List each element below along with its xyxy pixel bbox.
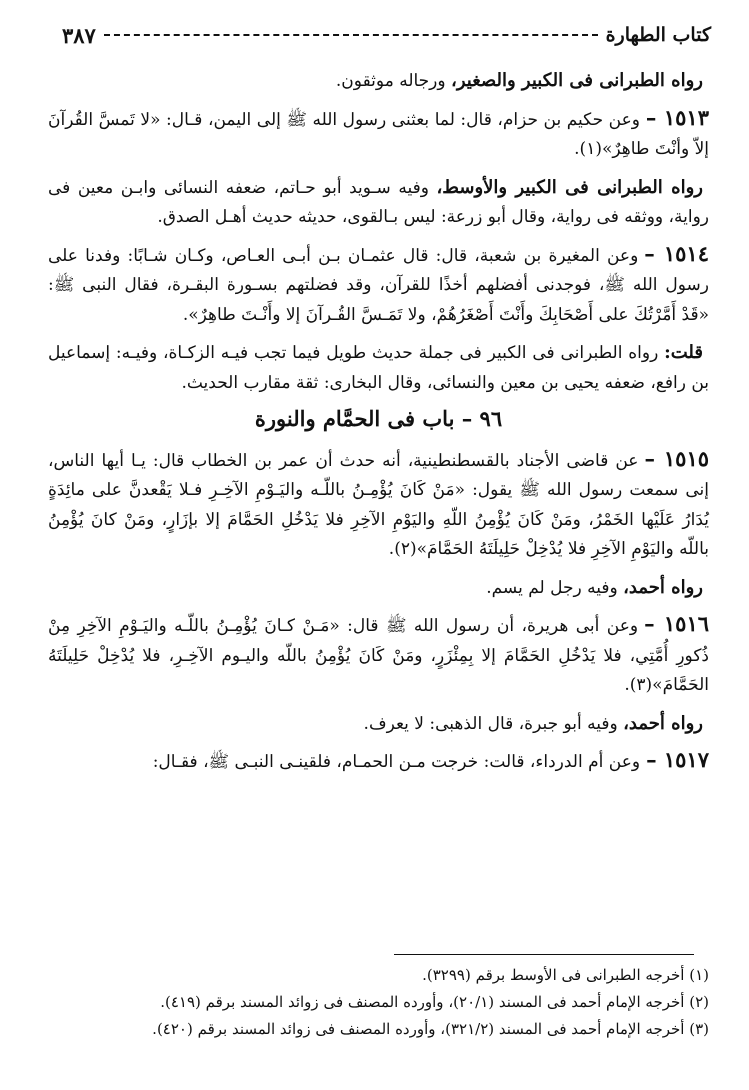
- paragraph: [48, 239, 709, 331]
- footnote-divider: [394, 954, 694, 955]
- paragraph-text: عن قاضى الأجناد بالقسطنطينية، أنه حدث أن عمر بن الخطاب قال: يـا أيها الناس، إنى سمعت رسول الله ﷺ يقول: «مَنْ كَانَ يُؤْمِـنُ باللّـه واليَـوْمِ الآخِـرِ فـلا يَقْعدنَّ على مائِدَةٍ يُدَارُ عَلَيْها الخَمْرُ، ومَنْ كَانَ يُؤْمِنُ اللّهِ واليَوْمِ الآخِرِ فلا يَدْخُلِ الحَمَّامَ إلا بإزَارٍ، ومَنْ كانَ يُؤْمِنُ باللّه واليَوْمِ الآخِرِ فلا يُدْخِلْ حَلِيلَتَهُ الحَمَّامَ»(٢).: [48, 450, 709, 559]
- paragraph-lead: رواه الطبرانى فى الكبير والصغير،: [451, 70, 703, 91]
- paragraph: [48, 609, 709, 701]
- paragraph: [48, 336, 709, 398]
- paragraph: [48, 103, 709, 165]
- hadith-number: ١٥١٦ –: [644, 611, 710, 636]
- hadith-number: ١٥١٥ –: [644, 445, 710, 471]
- paragraph-lead: رواه أحمد،: [623, 576, 703, 598]
- paragraph-text: وعن أبى هريرة، أن رسول الله ﷺ قال: «مَـنْ كـانَ يُؤْمِـنُ باللّـه واليَـوْمِ الآخِرِ مِنْ ذُكورِ أُمَّتِي، فلا يَدْخُلِ الحَمَّامَ إلا بِمِئْزَرٍ، ومَنْ كَانَ يُؤْمِنُ باللّه واليـوم الآخِـرِ، فلا يُدْخِلْ حَلِيلَتَهُ الحَمَّامَ»(٣).: [48, 616, 709, 695]
- paragraph-text: وعن أم الدرداء، قالت: خرجت مـن الحمـام، فلقينـى النبـى ﷺ، فقـال:: [152, 752, 641, 772]
- hadith-number: ١٥١٣ –: [645, 104, 709, 130]
- paragraph-text: وعن حكيم بن حزام، قال: لما بعثنى رسول الله ﷺ إلى اليمن، قـال: «لا تَمسَّ القُرآنَ إلاّ وأنْتَ طاهِرٌ»(١).: [48, 109, 709, 159]
- chapter-heading: ٩٦ – باب فى الحمَّام والنورة: [254, 406, 503, 431]
- paragraph-text: ورجاله موثقون.: [335, 71, 452, 91]
- page-number: ٣٨٧: [62, 22, 96, 48]
- hadith-number: ١٥١٧ –: [646, 747, 709, 772]
- book-title: كتاب الطهارة: [605, 24, 711, 46]
- header-divider: [104, 34, 598, 36]
- footnote: (٢) أخرجه الإمام أحمد فى المسند (٢٠/١)، وأورده المصنف فى زوائد المسند برقم (٤١٩).: [160, 993, 709, 1011]
- paragraph-text: وفيه رجل لم يسم.: [486, 577, 624, 598]
- paragraph: [48, 707, 709, 740]
- paragraph: [48, 444, 709, 565]
- page-body: [48, 64, 709, 784]
- paragraph: [48, 745, 709, 778]
- paragraph: [48, 171, 709, 233]
- footnote: (١) أخرجه الطبرانى فى الأوسط برقم (٣٢٩٩).: [422, 966, 709, 984]
- paragraph: [48, 64, 709, 97]
- footnotes: [48, 962, 709, 1043]
- hadith-number: ١٥١٤ –: [644, 240, 709, 266]
- paragraph-lead: قلت:: [664, 342, 703, 363]
- paragraph-text: رواه الطبرانى فى الكبير فى جملة حديث طويل فيما تجب فيـه الزكـاة، وفيـه: إسماعيل بن رافع، ضعفه يحيى بن معين والنسائى، وقال البخارى: ثقة مقارب الحديث.: [48, 343, 709, 393]
- footnote: (٣) أخرجه الإمام أحمد فى المسند (٣٢١/٢)، وأورده المصنف فى زوائد المسند برقم (٤٢٠).: [152, 1020, 709, 1038]
- paragraph-text: وعن المغيرة بن شعبة، قال: قال عثمـان بـن أبـى العـاص، وكـان شـابًا: وفدنا على رسول الله ﷺ، فوجدنى أفضلهم أخذًا للقرآن، وقد فضلتهم بسـورة البقـرة، فقال النبى ﷺ: «قَدْ أَمَّرْتُكَ على أَصْحَابِكَ وأَنْتَ أَصْغَرُهُمْ، ولا تَمَـسَّ القُـرآنَ إلا وأَنْـتَ طاهِرٌ».: [48, 245, 709, 325]
- paragraph-text: وفيه سـويد أبو حـاتم، ضعفه النسائى وابـن معين فى رواية، ووثقه فى رواية، وقال أبو زرعة: ليس بـالقوى، حديثه حديث أهـل الصدق.: [48, 177, 709, 227]
- paragraph-text: وفيه أبو جبرة، قال الذهبى: لا يعرف.: [363, 713, 624, 734]
- paragraph-lead: رواه الطبرانى فى الكبير والأوسط،: [436, 176, 703, 198]
- paragraph-lead: رواه أحمد،: [623, 712, 703, 734]
- paragraph: [48, 571, 709, 604]
- page-header: [62, 18, 711, 52]
